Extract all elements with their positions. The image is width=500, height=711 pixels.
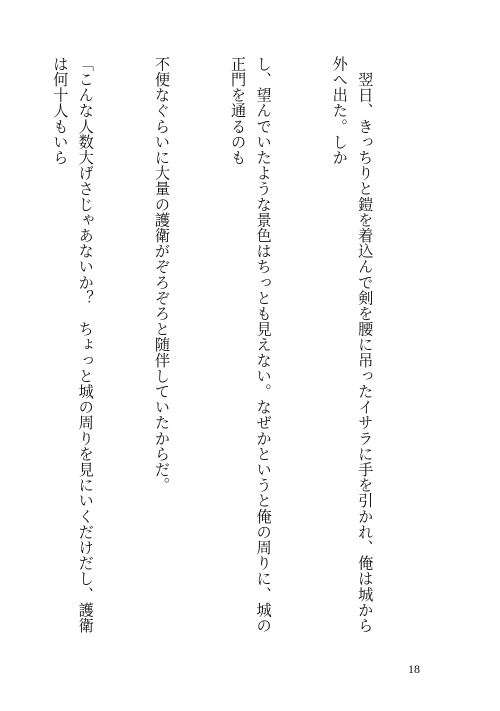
text-line: 不便なぐらいに大量の護衛がぞろぞろと随伴していたからだ。 (152, 56, 171, 493)
text-line: し、望んでいたような景色はちっとも見えない。なぜかというと俺の周りに、城の正門を通るのも (229, 56, 273, 634)
text-line: 「こんな人数大げさじゃあないか？ ちょっと城の周りを見にいくだけだし、護衛は何十人もいら (51, 56, 95, 634)
page-number: 18 (408, 662, 420, 676)
vertical-body-text (51, 56, 428, 648)
text-line: 翌日、きっちりと鎧を着込んで剣を腰に吊ったイサラに手を引かれ、俺は城から外へ出た。しか (330, 56, 375, 634)
